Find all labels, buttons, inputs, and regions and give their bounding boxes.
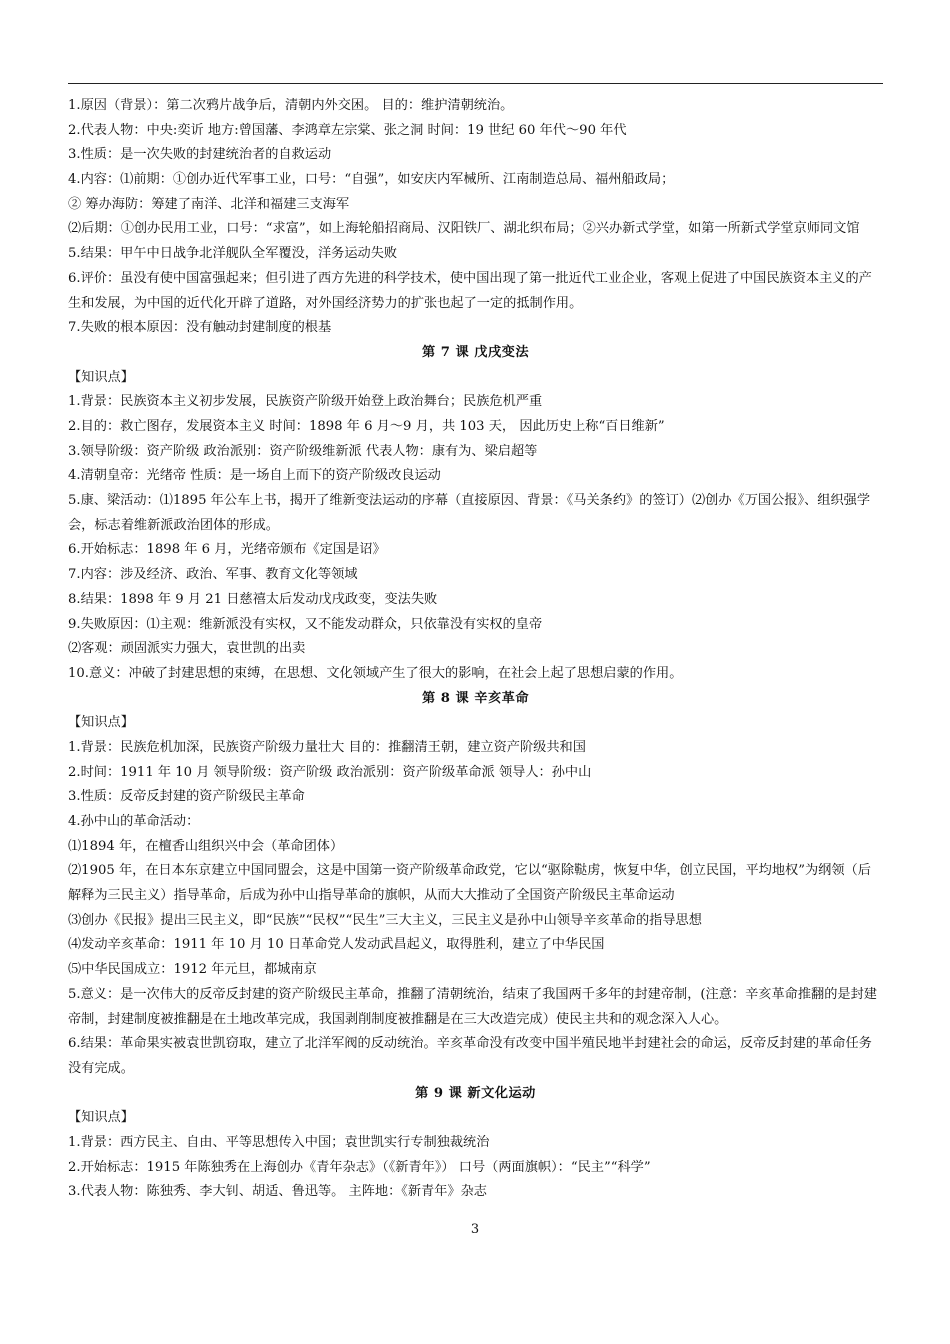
text-line: 【知识点】 xyxy=(68,715,134,731)
document-body xyxy=(68,94,883,1205)
text-line: 5.意义：是一次伟大的反帝反封建的资产阶级民主革命，推翻了清朝统治，结束了我国两千多年的封建帝制，(注意：辛亥革命推翻的是封建帝制，封建制度被推翻是在土地改革完成，我国剥削制度被推翻是在三大改造完成）使民主共和的观念深入人心。 xyxy=(68,986,877,1027)
text-line: ⑵后期：①创办民用工业，口号：“求富”，如上海轮船招商局、汉阳铁厂、湖北织布局；②兴办新式学堂，如第一所新式学堂京师同文馆 xyxy=(68,221,860,237)
text-line: 4.孙中山的革命活动： xyxy=(68,814,200,830)
text-line: ⑷发动辛亥革命：1911 年 10 月 10 日革命党人发动武昌起义，取得胜利，建立了中华民国 xyxy=(68,937,605,953)
text-line: 6.结果：革命果实被袁世凯窃取，建立了北洋军阀的反动统治。辛亥革命没有改变中国半殖民地半封建社会的命运，反帝反封建的革命任务没有完成。 xyxy=(68,1036,872,1076)
text-line: 7.失败的根本原因：没有触动封建制度的根基 xyxy=(68,320,332,336)
lesson-title: 第 9 课 新文化运动 xyxy=(415,1085,536,1101)
text-line: ⑴1894 年，在檀香山组织兴中会（革命团体） xyxy=(68,838,344,854)
text-line: 3.性质：是一次失败的封建统治者的自救运动 xyxy=(68,147,332,163)
text-line: 3.领导阶级：资产阶级 政治派别：资产阶级维新派 代表人物：康有为、梁启超等 xyxy=(68,443,538,459)
text-line: 5.康、梁活动：⑴1895 年公车上书，揭开了维新变法运动的序幕（直接原因、背景：《马关条约》的签订）⑵创办《万国公报》、组织强学会，标志着维新派政治团体的形成。 xyxy=(68,493,871,533)
text-line: 6.开始标志：1898 年 6 月，光绪帝颁布《定国是诏》 xyxy=(68,542,386,558)
lesson-title: 第 7 课 戊戌变法 xyxy=(421,344,530,360)
text-line: ⑸中华民国成立：1912 年元旦，都城南京 xyxy=(68,962,317,978)
text-line: 6.评价：虽没有使中国富强起来；但引进了西方先进的科学技术，使中国出现了第一批近代工业企业，客观上促进了中国民族资本主义的产生和发展，为中国的近代化开辟了道路，对外国经济势力的扩张也起了一定的抵制作用。 xyxy=(68,270,872,311)
text-line: 7.内容：涉及经济、政治、军事、教育文化等领域 xyxy=(68,567,358,583)
text-line: 1.背景：民族危机加深，民族资产阶级力量壮大 目的：推翻清王朝，建立资产阶级共和国 xyxy=(68,739,586,755)
text-line: 10.意义：冲破了封建思想的束缚，在思想、文化领域产生了很大的影响，在社会上起了思想启蒙的作用。 xyxy=(68,665,683,681)
text-line: ⑵1905 年，在日本东京建立中国同盟会，这是中国第一资产阶级革命政党，它以“驱除鞑虏，恢复中华，创立民国，平均地权”为纲领（后解释为三民主义）指导革命，后成为孙中山指导革命的旗帜，从而大大推动了全国资产阶级民主革命运动 xyxy=(68,863,871,904)
text-line: 2.开始标志：1915 年陈独秀在上海创办《青年杂志》（《新青年》） 口号（两面旗帜）：“民主”“科学” xyxy=(68,1159,651,1175)
text-line: 2.目的：救亡图存，发展资本主义 时间：1898 年 6 月～9 月，共 103 天， 因此历史上称“百日维新” xyxy=(68,418,665,434)
text-line: 5.结果：甲午中日战争北洋舰队全军覆没，洋务运动失败 xyxy=(68,246,398,262)
text-line: 【知识点】 xyxy=(68,1110,134,1126)
header-rule xyxy=(68,83,883,84)
text-line: 8.结果：1898 年 9 月 21 日慈禧太后发动戊戌政变，变法失败 xyxy=(68,591,438,607)
text-line: ② 筹办海防：筹建了南洋、北洋和福建三支海军 xyxy=(68,196,350,212)
text-line: 1.背景：民族资本主义初步发展，民族资产阶级开始登上政治舞台；民族危机严重 xyxy=(68,394,543,410)
text-line: 9.失败原因：⑴主观：维新派没有实权，又不能发动群众，只依靠没有实权的皇帝 xyxy=(68,616,543,632)
text-line: 3.代表人物：陈独秀、李大钊、胡适、鲁迅等。 主阵地：《新青年》杂志 xyxy=(68,1184,487,1200)
text-line: 1.背景：西方民主、自由、平等思想传入中国；袁世凯实行专制独裁统治 xyxy=(68,1135,490,1151)
text-line: ⑵客观：顽固派实力强大，袁世凯的出卖 xyxy=(68,641,306,657)
text-line: 1.原因（背景）：第二次鸦片战争后，清朝内外交困。 目的：维护清朝统治。 xyxy=(68,98,514,113)
text-line: 3.性质：反帝反封建的资产阶级民主革命 xyxy=(68,789,305,805)
text-line: 【知识点】 xyxy=(68,369,134,385)
lesson-title: 第 8 课 辛亥革命 xyxy=(421,690,530,706)
text-line: 2.时间：1911 年 10 月 领导阶级：资产阶级 政治派别：资产阶级革命派 领导人：孙中山 xyxy=(68,764,592,780)
text-line: 2.代表人物：中央:奕䜣 地方:曾国藩、李鸿章左宗棠、张之洞 时间：19 世纪 60 年代～90 年代 xyxy=(68,122,627,138)
text-line: 4.清朝皇帝：光绪帝 性质：是一场自上而下的资产阶级改良运动 xyxy=(68,468,441,484)
text-line: ⑶创办《民报》提出三民主义，即“民族”“民权”“民生”三大主义，三民主义是孙中山领导辛亥革命的指导思想 xyxy=(68,912,702,928)
page-number: 3 xyxy=(470,1222,480,1237)
text-line: 4.内容：⑴前期：①创办近代军事工业，口号：“自强”，如安庆内军械所、江南制造总局、福州船政局； xyxy=(68,172,675,188)
